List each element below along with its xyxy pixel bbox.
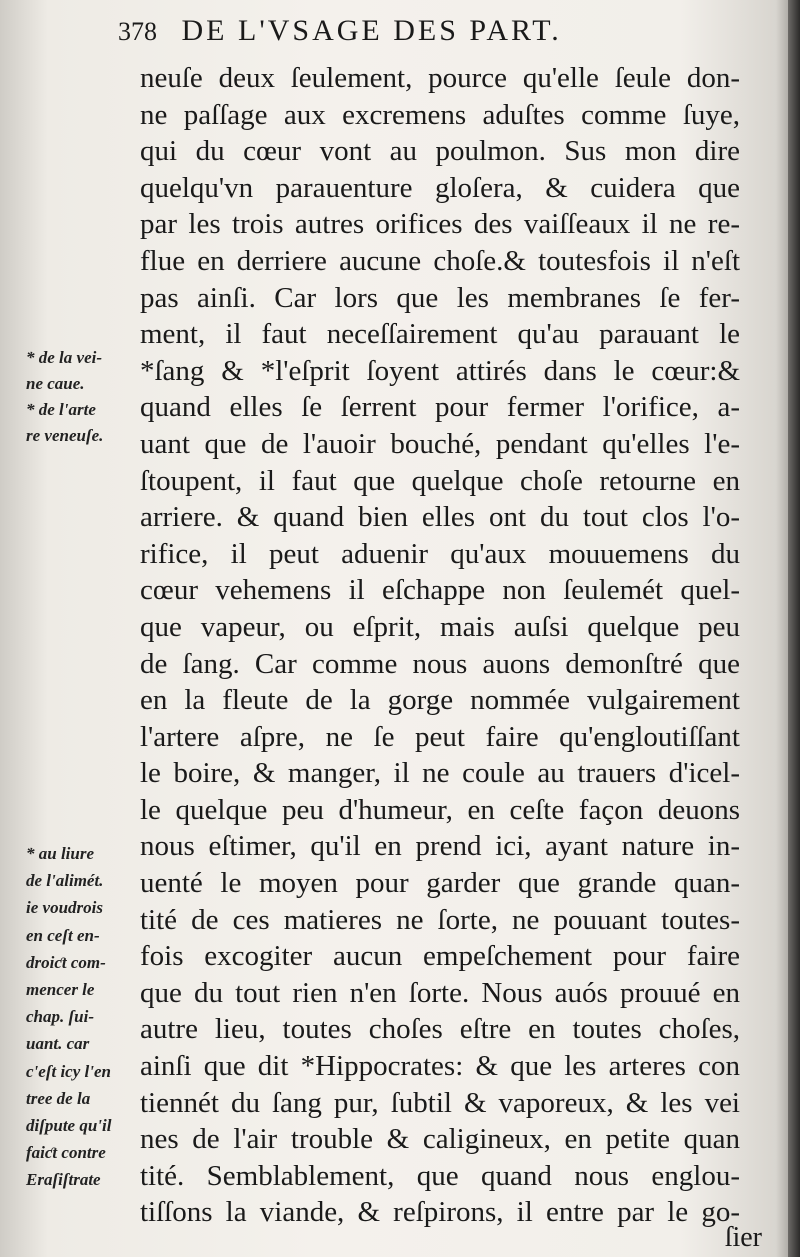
body-line: qui du cœur vont au poulmon. Sus mon dire xyxy=(140,135,740,168)
body-line: pas ainſi. Car lors que les membranes ſe fer- xyxy=(140,281,740,314)
body-line: rifice, il peut aduenir qu'aux mouuemens du xyxy=(140,537,740,570)
body-line: flue en derriere aucune choſe.& toutesfois il n'eſt xyxy=(140,244,740,277)
margin-note-aliment xyxy=(26,840,142,1193)
body-line: fois excogiter aucun empeſchement pour faire xyxy=(140,940,740,973)
body-line: arriere. & quand bien elles ont du tout clos l'o- xyxy=(140,501,740,534)
margin-note-line: * de l'arte xyxy=(26,400,96,419)
body-line: autre lieu, toutes choſes eſtre en toutes choſes, xyxy=(140,1013,740,1046)
running-title: DE L'VSAGE DES PART. xyxy=(181,14,562,47)
body-line: nes de l'air trouble & caligineux, en petite quan xyxy=(140,1123,740,1156)
body-line: ne paſſage aux excremens aduſtes comme ſuye, xyxy=(140,98,740,131)
body-line: tiſſons la viande, & reſpirons, il entre par le go- xyxy=(140,1196,740,1229)
body-line: ment, il faut neceſſairement qu'au parauant le xyxy=(140,318,740,351)
body-line: tité de ces matieres ne ſorte, ne pouuant toutes- xyxy=(140,903,740,936)
margin-note-line: * de la vei- xyxy=(26,348,102,367)
margin-note-line: re veneuſe. xyxy=(26,426,104,445)
margin-note-line: mencer le xyxy=(26,979,95,999)
margin-note-line: ne caue. xyxy=(26,374,85,393)
body-line: *ſang & *l'eſprit ſoyent attirés dans le cœur:& xyxy=(140,354,740,387)
body-line: nous eſtimer, qu'il en prend ici, ayant nature in- xyxy=(140,830,740,863)
body-line: de ſang. Car comme nous auons demonſtré que xyxy=(140,647,740,680)
body-line: que vapeur, ou eſprit, mais auſsi quelque peu xyxy=(140,610,740,643)
body-text xyxy=(140,60,740,1231)
margin-note-line: uant. car xyxy=(26,1034,90,1054)
margin-note-line: * au liure xyxy=(26,844,95,863)
margin-note-veins xyxy=(26,345,142,449)
body-line: cœur vehemens il eſchappe non ſeulemét quel- xyxy=(140,574,740,607)
body-line: ſtoupent, il faut que quelque choſe retourne en xyxy=(140,464,740,497)
margin-note-line: chap. ſui- xyxy=(26,1007,94,1027)
margin-note-line: Eraſiſtrate xyxy=(26,1170,101,1190)
margin-note-line: diſpute qu'il xyxy=(26,1115,112,1135)
margin-note-line: faiƈt contre xyxy=(26,1143,106,1163)
margin-note-line: en ceſt en- xyxy=(26,925,100,945)
body-line: que du tout rien n'en ſorte. Nous auós prouué en xyxy=(140,976,740,1009)
body-line: neuſe deux ſeulement, pource qu'elle ſeule don- xyxy=(140,62,740,94)
margin-note-line: de l'alimét. xyxy=(26,871,104,891)
body-line: ainſi que dit *Hippocrates: & que les arteres con xyxy=(140,1050,740,1083)
body-line: quand elles ſe ſerrent pour fermer l'orifice, a- xyxy=(140,391,740,424)
catchword: ſier xyxy=(724,1222,762,1253)
body-line: uenté le moyen pour garder que grande quan- xyxy=(140,867,740,900)
page-edge-shadow xyxy=(788,0,800,1257)
body-line: l'artere aſpre, ne ſe peut faire qu'engloutiſſant xyxy=(140,720,740,753)
page-number: 378 xyxy=(118,17,157,46)
body-line: le quelque peu d'humeur, en ceſte façon deuons xyxy=(140,793,740,826)
body-line: uant que de l'auoir bouché, pendant qu'elles l'e- xyxy=(140,427,740,460)
body-line: tiennét du ſang pur, ſubtil & vaporeux, & les vei xyxy=(140,1086,740,1119)
margin-note-line: c'eſt icy l'en xyxy=(26,1061,111,1081)
body-line: le boire, & manger, il ne coule au trauers d'icel- xyxy=(140,757,740,790)
running-header xyxy=(118,14,678,48)
body-line: en la fleute de la gorge nommée vulgairement xyxy=(140,684,740,717)
body-line: tité. Semblablement, que quand nous englou- xyxy=(140,1159,740,1192)
body-line: quelqu'vn parauenture gloſera, & cuidera que xyxy=(140,171,740,204)
margin-note-line: droiƈt com- xyxy=(26,952,106,972)
margin-note-line: tree de la xyxy=(26,1088,91,1108)
body-line: par les trois autres orifices des vaiſſeaux il ne re- xyxy=(140,208,740,241)
margin-note-line: ie voudrois xyxy=(26,898,103,918)
